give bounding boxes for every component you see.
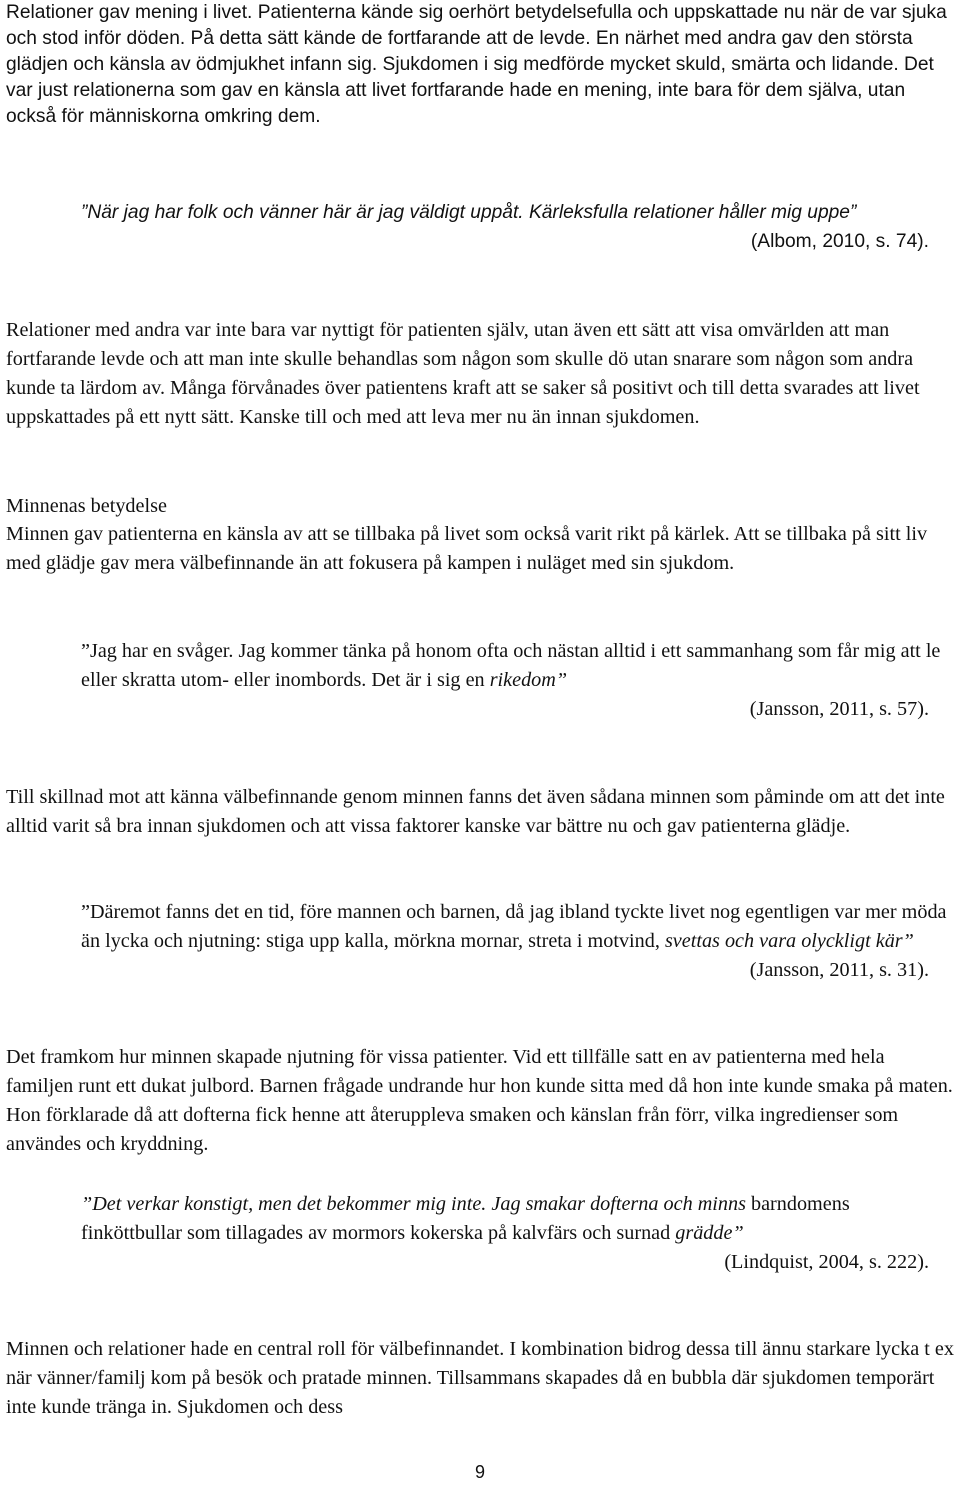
paragraph-till-skillnad: Till skillnad mot att känna välbefinnande genom minnen fanns det även sådana minnen som påminde om att det inte alltid varit så bra innan sjukdomen och att vissa faktorer kanske var bättre nu och gav patienterna glädje. <box>6 786 945 837</box>
quote-lindquist-text: barndomens finköttbullar som tillagades av mormors kokerska på kalvfärs och surnad <box>81 1193 850 1244</box>
quote-jansson-31-text-italic: svettas och vara olyckligt kär” <box>664 930 914 952</box>
quote-jansson-31 <box>81 898 951 985</box>
paragraph-relationer-mening: Relationer gav mening i livet. Patienterna kände sig oerhört betydelsefulla och uppskattade nu när de var sjuka och stod inför döden. På detta sätt kände de fortfarande att de levde. En närhet med andra gav den största glädjen och känsla av ödmjukhet infann sig. Sjukdomen i sig medförde mycket skuld, smärta och lidande. Det var just relationerna som gav en känsla att livet fortfarande hade en mening, inte bara för dem själva, utan också för människorna omkring dem. <box>6 2 947 127</box>
section-heading-minnenas-betydelse: Minnenas betydelse <box>6 495 167 517</box>
quote-lindquist <box>81 1190 951 1277</box>
paragraph-relationer-med-andra: Relationer med andra var inte bara var nyttigt för patienten själv, utan även ett sätt att visa omvärlden att man fortfarande levde och att man inte skulle behandlas som någon som skulle dö utan snarare som någon som andra kunde ta lärdom av. Många förvånades över patientens kraft att se saker så positivt och till detta svarades att livet uppskattades på ett nytt sätt. Kanske till och med att leva mer nu än innan sjukdomen. <box>6 319 920 428</box>
quote-albom <box>81 198 951 256</box>
quote-albom-text: ”När jag har folk och vänner här är jag väldigt uppåt. Kärleksfulla relationer håller mig uppe” <box>81 202 857 223</box>
quote-jansson-57-text-italic: rikedom” <box>489 669 568 691</box>
paragraph-det-framkom: Det framkom hur minnen skapade njutning för vissa patienter. Vid ett tillfälle satt en av patienterna med hela familjen runt ett dukat julbord. Barnen frågade undrande hur hon kunde sitta med då hon inte kunde smaka på maten. Hon förklarade då att dofterna fick henne att återuppleva smaken och känslan från förr, vilka ingredienser som användes och kryddning. <box>6 1046 953 1155</box>
quote-jansson-57 <box>81 637 951 724</box>
quote-lindquist-text-italic: ”Det verkar konstigt, men det bekommer mig inte. Jag smakar dofterna och minns <box>81 1193 751 1215</box>
quote-albom-citation: (Albom, 2010, s. 74). <box>750 231 929 252</box>
page-number: 9 <box>474 1462 485 1482</box>
quote-lindquist-text-italic-end: grädde” <box>675 1222 744 1244</box>
paragraph-minnen-och-relationer: Minnen och relationer hade en central roll för välbefinnandet. I kombination bidrog dessa till ännu starkare lycka t ex när vänner/familj kom på besök och pratade minnen. Tillsammans skapades då en bubbla där sjukdomen temporärt inte kunde tränga in. Sjukdomen och dess <box>6 1338 954 1418</box>
quote-jansson-57-text: ”Jag har en svåger. Jag kommer tänka på honom ofta och nästan alltid i ett sammanhang som får mig att le eller skratta utom- eller inombords. Det är i sig en <box>81 640 941 691</box>
quote-jansson-31-citation: (Jansson, 2011, s. 31). <box>749 959 929 981</box>
paragraph-minnen-gav: Minnen gav patienterna en känsla av att se tillbaka på livet som också varit rikt på kärlek. Att se tillbaka på sitt liv med glädje gav mera välbefinnande än att fokusera på kampen i nuläget med sin sjukdom. <box>6 523 928 574</box>
quote-jansson-57-citation: (Jansson, 2011, s. 57). <box>749 698 929 720</box>
quote-jansson-31-text: ”Däremot fanns det en tid, före mannen och barnen, då jag ibland tyckte livet nog egentligen var mer möda än lycka och njutning: stiga upp kalla, mörkna mornar, streta i motvind, <box>81 901 947 952</box>
quote-lindquist-citation: (Lindquist, 2004, s. 222). <box>724 1251 929 1273</box>
